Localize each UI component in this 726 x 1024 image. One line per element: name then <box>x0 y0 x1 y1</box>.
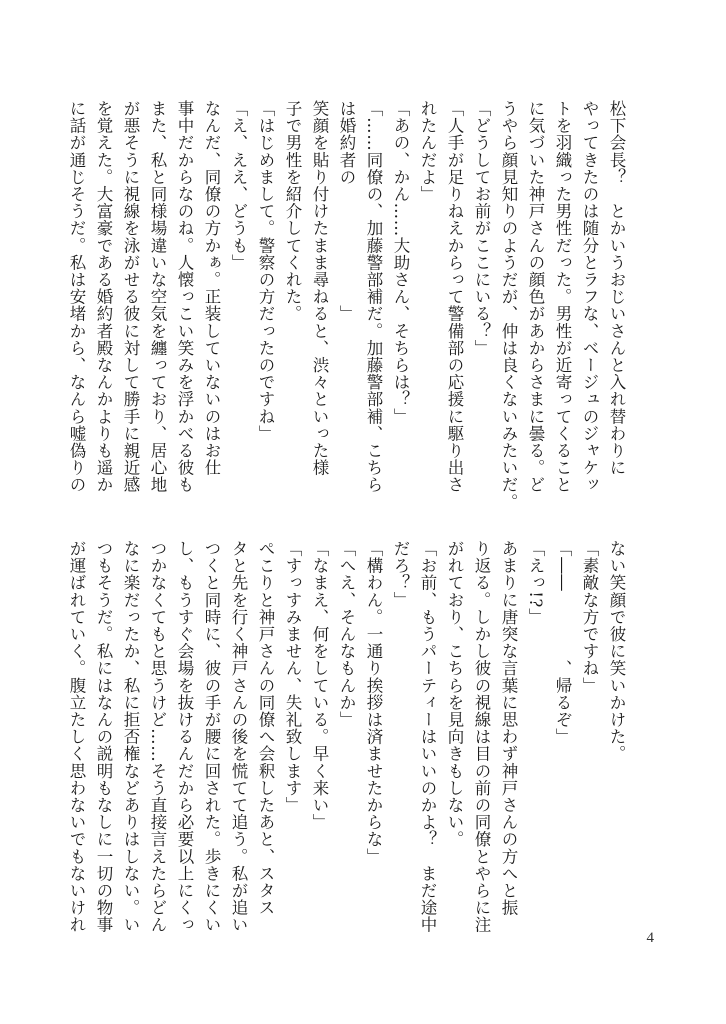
text-column: 「えっ!?」 <box>526 540 545 626</box>
text-column: 「素敵な方ですね」 <box>580 540 599 694</box>
text-column: 事中だからなのね。人懐っこい笑みを浮かべる彼も <box>175 100 194 494</box>
page-number: 4 <box>646 930 654 946</box>
text-column: に話が通じそうだ。私は安堵から、なんら嘘偽りの <box>67 100 86 494</box>
text-column: が運ばれていく。腹立たしく思わないでもないけれ <box>67 540 86 934</box>
text-column: つかなくてもと思うけど……そう直接言えたらどん <box>148 540 167 934</box>
text-column: 「構わん。一通り挨拶は済ませたからな」 <box>364 540 383 865</box>
text-column: 「どうしてお前がここにいる？」 <box>472 100 491 357</box>
text-column: ぺこりと神戸さんの同僚へ会釈したあと、スタス <box>256 540 275 917</box>
text-column: あまりに唐突な言葉に思わず神戸さんの方へと振 <box>499 540 518 917</box>
text-column: り返る。しかし彼の視線は目の前の同僚とやらに注 <box>472 540 491 934</box>
text-column: つくと同時に、彼の手が腰に回された。歩きにくい <box>202 540 221 934</box>
text-column: れたんだよ」 <box>418 100 437 203</box>
text-column: 「……同僚の、加藤警部補だ。加藤警部補、こちら <box>364 100 383 494</box>
text-column: タと先を行く神戸さんの後を慌てて追う。私が追い <box>229 540 248 934</box>
text-column: つもそうだ。私にはなんの説明もなしに一切の物事 <box>94 540 113 934</box>
text-column: 笑顔を貼り付けたまま尋ねると、渋々といった様 <box>310 100 329 477</box>
text-column: 「―― 、帰るぞ」 <box>553 540 572 746</box>
text-column: 松下会長？ とかいうおじいさんと入れ替わりに <box>607 100 626 477</box>
text-column: 子で男性を紹介してくれた。 <box>283 100 302 323</box>
text-column: だろ？」 <box>391 540 410 609</box>
text-column: 「あの、かん……大助さん、そちらは？」 <box>391 100 410 425</box>
text-column: 「なまえ、何をしている。早く来い」 <box>310 540 329 831</box>
text-column: 「すっすみません、失礼致します」 <box>283 540 302 814</box>
bottom-text-block <box>67 540 630 940</box>
text-column: 「お前、もうパーティーはいいのかよ？ まだ途中 <box>418 540 437 934</box>
text-column: やってきたのは随分とラフな、ベージュのジャケッ <box>580 100 599 494</box>
text-column: 「へえ、そんなもんか」 <box>337 540 356 729</box>
text-column: なに楽だったか、私に拒否権などありはしない。い <box>121 540 140 934</box>
text-column: なんだ、同僚の方かぁ。正装していないのはお仕 <box>202 100 221 477</box>
text-column: が悪そうに視線を泳がせる彼に対して勝手に親近感 <box>121 100 140 494</box>
text-column: 「人手が足りねえからって警備部の応援に駆り出さ <box>445 100 464 494</box>
text-column: がれており、こちらを見向きもしない。 <box>445 540 464 848</box>
text-column: うやら顔見知りのようだが、仲は良くないみたいだ。 <box>499 100 518 511</box>
text-column: は婚約者の 」 <box>337 100 356 323</box>
text-column: ない笑顔で彼に笑いかけた。 <box>607 540 626 763</box>
top-text-block <box>67 100 630 511</box>
text-column: を覚えた。大富豪である婚約者殿なんかよりも遥か <box>94 100 113 494</box>
text-column: し、もうすぐ会場を抜けるんだから必要以上にくっ <box>175 540 194 934</box>
text-column: 「はじめまして。警察の方だったのですね」 <box>256 100 275 442</box>
text-column: また、私と同様場違いな空気を纏っており、居心地 <box>148 100 167 494</box>
text-column: トを羽織った男性だった。男性が近寄ってくること <box>553 100 572 494</box>
text-column: に気づいた神戸さんの顔色があからさまに曇る。ど <box>526 100 545 494</box>
text-column: 「え、ええ、どうも」 <box>229 100 248 271</box>
